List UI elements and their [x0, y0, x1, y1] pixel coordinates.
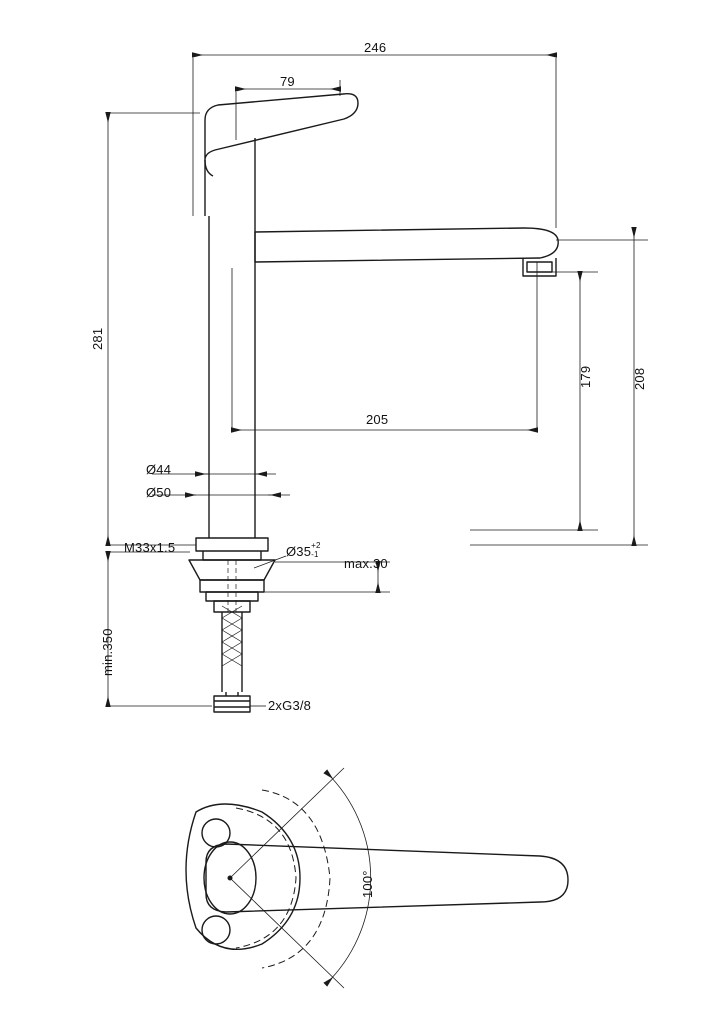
- dimension-label-208: 208: [632, 367, 647, 390]
- product-side-elevation: [189, 94, 558, 712]
- dimension-label-diameter-44: Ø44: [146, 462, 172, 477]
- hole-diameter-value: Ø35: [286, 544, 312, 559]
- dimension-label-281: 281: [90, 327, 105, 350]
- hole-tolerance-plus: +2: [311, 540, 321, 550]
- dimension-label-min-350: min.350: [100, 628, 115, 676]
- product-top-view: [186, 804, 568, 949]
- dimension-label-179: 179: [578, 365, 593, 388]
- dimension-label-swivel-angle: 100°: [360, 870, 375, 898]
- dimension-label-thread-m33: M33x1.5: [124, 540, 176, 555]
- swivel-arc-annotation: [236, 790, 330, 968]
- dimension-label-max-30: max.30: [344, 556, 388, 571]
- dimension-label-79: 79: [280, 74, 295, 89]
- dimension-label-hole-diameter: [286, 540, 323, 560]
- hole-tolerance-minus: -1: [311, 549, 319, 559]
- dimension-label-246: 246: [364, 40, 387, 55]
- dimension-label-connections: 2xG3/8: [268, 698, 312, 713]
- dimension-lines-side: [108, 55, 648, 706]
- dimension-label-diameter-50: Ø50: [146, 485, 172, 500]
- hole-tolerance: [311, 540, 323, 560]
- dimension-label-205: 205: [366, 412, 389, 427]
